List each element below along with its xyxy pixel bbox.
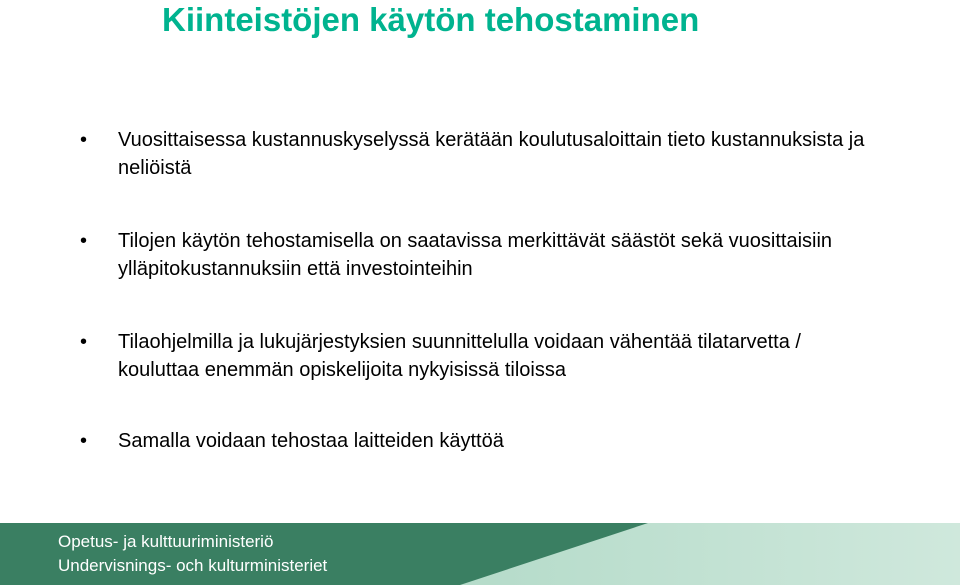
bullet-icon: • [80, 230, 88, 252]
bullet-text-3: Tilaohjelmilla ja lukujärjestyksien suunnittelulla voidaan vähentää tilatarvetta / kouluttaa enemmän opiskelijoita nykyisissä tiloissa [118, 331, 801, 381]
bullet-text-4: Samalla voidaan tehostaa laitteiden käyttöä [118, 430, 504, 452]
bullet-item-3 [80, 328, 870, 384]
bullet-item-1 [80, 126, 870, 182]
bullet-icon: • [80, 430, 88, 452]
bullet-item-4 [80, 427, 870, 455]
bullet-icon: • [80, 129, 88, 151]
bullet-item-2 [80, 227, 870, 283]
footer-ministry-fi: Opetus- ja kulttuuriministeriö [58, 532, 274, 551]
bullet-text-1: Vuosittaisessa kustannuskyselyssä kerätään koulutusaloittain tieto kustannuksista ja neliöistä [118, 129, 865, 179]
slide-title: Kiinteistöjen käytön tehostaminen [162, 1, 700, 38]
ministry-footer [0, 523, 960, 585]
bullet-text-2: Tilojen käytön tehostamisella on saatavissa merkittävät säästöt sekä vuosittaisiin ylläpitokustannuksiin että investointeihin [118, 230, 833, 280]
footer-ministry-sv: Undervisnings- och kulturministeriet [58, 556, 328, 575]
bullet-icon: • [80, 331, 88, 353]
